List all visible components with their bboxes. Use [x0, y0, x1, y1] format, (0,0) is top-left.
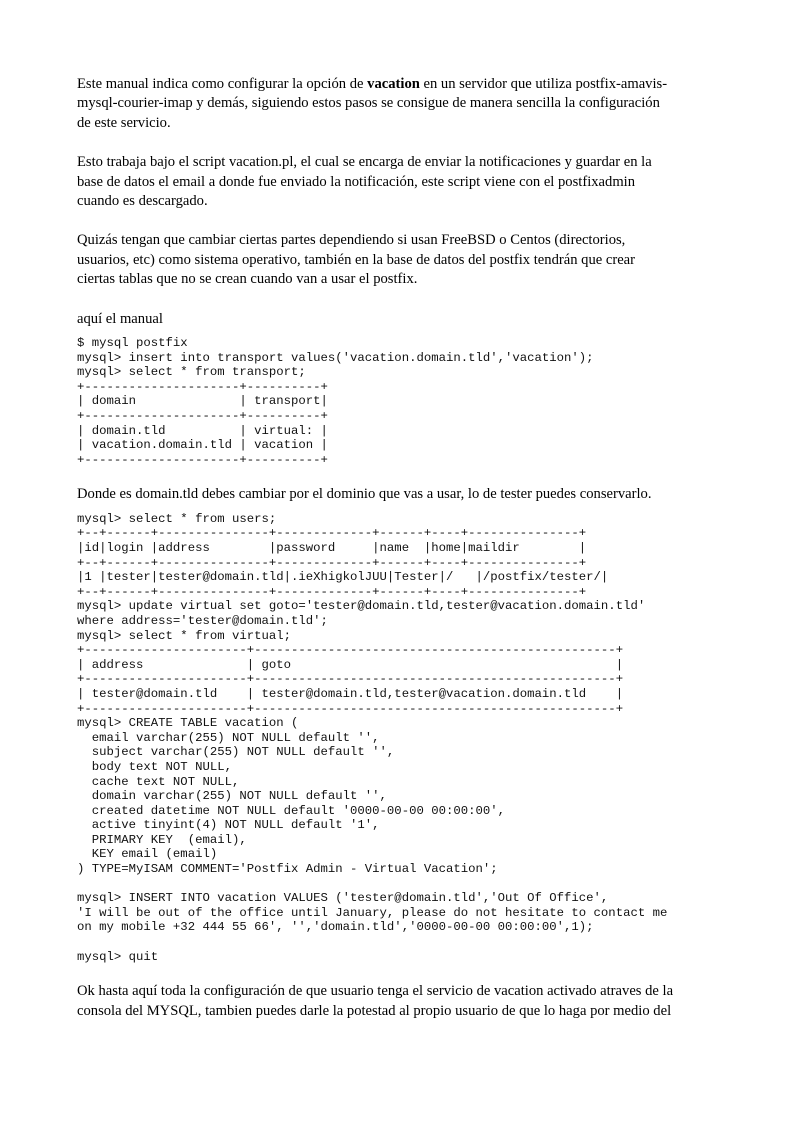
script-paragraph: Esto trabaja bajo el script vacation.pl, el cual se encarga de enviar la notificaciones y guardar en la base de datos el email a donde fue enviado la notificación, este script viene con el postfixadmin cuando es descargado.: [77, 154, 652, 210]
os-paragraph: Quizás tengan que cambiar ciertas partes dependiendo si usan FreeBSD o Centos (directorios, usuarios, etc) como sistema operativo, también en la base de datos del postfix tendrán que crear ciertas tablas que no se crean cuando van a usar el postfix.: [77, 232, 636, 288]
manual-heading: aquí el manual: [77, 310, 163, 327]
code-block-vacation: mysql> select * from users; +--+------+---------------+-------------+------+----+---------------+ |id|login |address |password |name |home|maildir | +--+------+---------------+-------------+------+----+---------------+ |1 |tester|tester@domain.tld|.ieXhigkolJUU|Tester|/ |/postfix/tester/| +--+------+---------------+-------------+------+----+---------------+ mysql> update virtual set goto='tester@domain.tld,tester@vacation.domain.tld' where address='tester@domain.tld'; mysql> select * from virtual; +----------------------+-------------------------------------------------+ | address | goto | +----------------------+-------------------------------------------------+ | tester@domain.tld | tester@domain.tld,tester@vacation.domain.tld | +----------------------+-------------------------------------------------+ mysql> CREATE TABLE vacation ( email varchar(255) NOT NULL default '', subject varchar(255) NOT NULL default '', body text NOT NULL, cache text NOT NULL, domain varchar(255) NOT NULL default '', created datetime NOT NULL default '0000-00-00 00:00:00', active tinyint(4) NOT NULL default '1', PRIMARY KEY (email), KEY email (email) ) TYPE=MyISAM COMMENT='Postfix Admin - Virtual Vacation'; mysql> INSERT INTO vacation VALUES ('tester@domain.tld','Out Of Office', 'I will be out of the office until January, please do not hesitate to contact me on my mobile +32 444 55 66', '','domain.tld','0000-00-00 00:00:00',1); mysql> quit: [77, 511, 668, 964]
intro-text-after: en un servidor que utiliza postfix-amavis- mysql-courier-imap y demás, siguiendo estos pasos se consigue de manera sencilla la configuración de este servicio.: [77, 76, 668, 131]
code-block-transport: $ mysql postfix mysql> insert into transport values('vacation.domain.tld','vacation'); mysql> select * from transport; +---------------------+----------+ | domain | transport| +---------------------+----------+ | domain.tld | virtual: | | vacation.domain.tld | vacation | +---------------------+----------+: [77, 336, 594, 467]
document-page: [77, 75, 727, 1021]
intro-bold-term: vacation: [367, 76, 420, 92]
domain-paragraph: Donde es domain.tld debes cambiar por el dominio que vas a usar, lo de tester puedes conservarlo.: [77, 486, 652, 503]
intro-text-before: Este manual indica como configurar la opción de: [77, 76, 368, 92]
intro-paragraph: [77, 75, 727, 133]
closing-paragraph: Ok hasta aquí toda la configuración de que usuario tenga el servicio de vacation activado atraves de la consola del MYSQL, tambien puedes darle la potestad al propio usuario de que lo haga por medio del: [77, 983, 674, 1019]
